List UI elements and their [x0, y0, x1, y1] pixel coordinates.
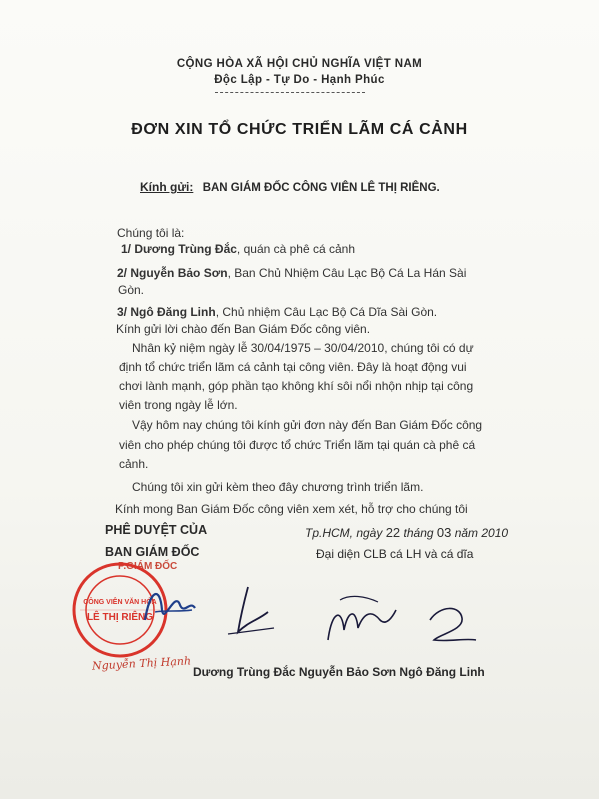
approval-line-1: PHÊ DUYỆT CỦA — [105, 523, 208, 537]
recipient-label: Kính gửi: — [140, 180, 194, 194]
motto-heading: Độc Lập - Tự Do - Hạnh Phúc — [214, 74, 385, 86]
director-signature — [140, 580, 200, 630]
signature-3 — [420, 600, 480, 650]
para1-line4: viên trong ngày lễ lớn. — [119, 398, 238, 412]
intro-text: Chúng tôi là: — [117, 226, 185, 240]
date-day: 22 — [385, 525, 401, 540]
representative-line: Đại diện CLB cá LH và cá dĩa — [316, 547, 474, 561]
para2-line1: Vậy hôm nay chúng tôi kính gửi đơn này đến Ban Giám Đốc công — [132, 418, 483, 432]
greeting-text: Kính gửi lời chào đến Ban Giám Đốc công viên. — [116, 322, 371, 336]
approval-line-3: P.GIÁM ĐỐC — [118, 561, 178, 572]
member-3: 3/ Ngô Đăng Linh, Chủ nhiệm Câu Lạc Bộ Cá Dĩa Sài Gòn. — [117, 305, 438, 319]
member-2-name: Nguyễn Bảo Sơn — [130, 266, 228, 280]
para1-line3: chơi lành mạnh, góp phần tạo không khí sôi nổi nhộn nhịp tại công — [119, 379, 474, 393]
member-3-name: Ngô Đăng Linh — [130, 305, 216, 319]
stamp-main-text: LÊ THỊ RIÊNG — [86, 612, 154, 623]
signature-2 — [320, 590, 400, 650]
signer-names: Dương Trùng Đắc Nguyễn Bảo Sơn Ngô Đăng Linh — [193, 665, 485, 679]
closing-text: Kính mong Ban Giám Đốc công viên xem xét, hỗ trợ cho chúng tôi — [115, 502, 468, 516]
header-divider — [215, 92, 365, 93]
director-handwritten-name: Nguyễn Thị Hạnh — [91, 654, 192, 673]
member-2-cont: Gòn. — [118, 283, 145, 297]
member-1-name: Dương Trùng Đắc — [134, 242, 237, 256]
date-line: Tp.HCM, ngày 22 tháng 03 năm 2010 — [305, 525, 509, 540]
member-1: 1/ Dương Trùng Đắc, quán cà phê cá cảnh — [121, 242, 356, 256]
para1-line2: định tổ chức triển lãm cá cảnh tại công viên. Đây là hoạt động vui — [119, 360, 467, 374]
approval-line-2: BAN GIÁM ĐỐC — [105, 545, 200, 559]
para1-line1: Nhân kỷ niệm ngày lễ 30/04/1975 – 30/04/2010, chúng tôi có dự — [132, 341, 474, 355]
member-2: 2/ Nguyễn Bảo Sơn, Ban Chủ Nhiệm Câu Lạc Bộ Cá La Hán Sài — [117, 266, 467, 280]
para3-text: Chúng tôi xin gửi kèm theo đây chương trình triển lãm. — [132, 480, 424, 494]
date-month: 03 — [436, 525, 452, 540]
recipient-line — [140, 180, 440, 194]
document-title: ĐƠN XIN TỔ CHỨC TRIỂN LÃM CÁ CẢNH — [131, 121, 468, 138]
signature-1 — [218, 582, 278, 642]
para2-line3: cảnh. — [119, 457, 149, 471]
recipient-name: BAN GIÁM ĐỐC CÔNG VIÊN LÊ THỊ RIÊNG. — [202, 182, 440, 194]
para2-line2: viên cho phép chúng tôi được tổ chức Triển lãm tại quán cà phê cá — [119, 438, 476, 452]
country-heading: CỘNG HÒA XÃ HỘI CHỦ NGHĨA VIỆT NAM — [176, 58, 423, 70]
stamp-outer-text: CÔNG VIÊN VĂN HÓA — [83, 599, 157, 606]
